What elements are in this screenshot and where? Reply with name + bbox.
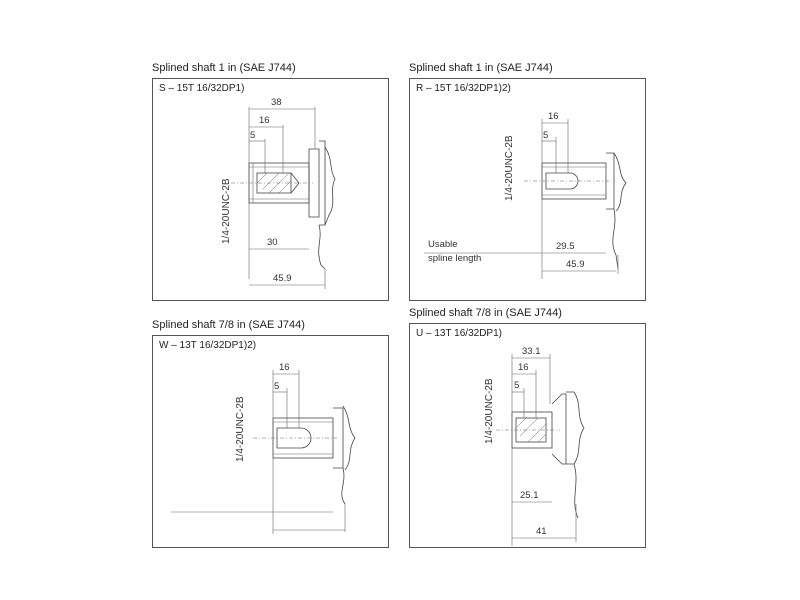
panel-u	[409, 323, 646, 548]
panel-r-code: R – 15T 16/32DP1)2)	[416, 83, 511, 94]
panel-s-code: S – 15T 16/32DP1)	[159, 83, 245, 94]
shaft-body	[524, 153, 626, 274]
usable-label-2: spline length	[428, 253, 482, 264]
dim-total: 33.1	[522, 346, 541, 357]
dim-5: 5	[514, 380, 520, 391]
dim-16: 16	[259, 115, 270, 126]
shaft-body	[496, 392, 584, 542]
panel-r	[409, 78, 646, 301]
thread-label: 1/4-20UNC-2B	[504, 135, 515, 201]
dim-5: 5	[274, 381, 280, 392]
panel-u-code: U – 13T 16/32DP1)	[416, 328, 502, 339]
panel-w-code: W – 13T 16/32DP1)2)	[159, 340, 257, 351]
dim-spline: 30	[267, 237, 278, 248]
dim-16: 16	[279, 362, 290, 373]
usable-label-1: Usable	[428, 239, 458, 250]
shaft-body	[253, 406, 355, 532]
dim-overall: 45.9	[273, 273, 292, 284]
panel-r-title: Splined shaft 1 in (SAE J744)	[409, 62, 553, 74]
dim-spline: 25.1	[520, 490, 539, 501]
dim-5: 5	[250, 130, 256, 141]
dim-total: 38	[271, 97, 282, 108]
panel-w-title: Splined shaft 7/8 in (SAE J744)	[152, 319, 305, 331]
panel-s-title: Splined shaft 1 in (SAE J744)	[152, 62, 296, 74]
dim-overall: 41	[536, 526, 547, 537]
panel-u-title: Splined shaft 7/8 in (SAE J744)	[409, 307, 562, 319]
dim-5: 5	[543, 130, 549, 141]
panel-u-drawing	[410, 324, 647, 549]
dim-16: 16	[548, 111, 559, 122]
thread-label: 1/4-20UNC-2B	[221, 178, 232, 244]
panel-w	[152, 335, 389, 548]
panel-r-drawing	[410, 79, 647, 302]
dimensions	[512, 346, 576, 546]
thread-label: 1/4-20UNC-2B	[484, 378, 495, 444]
panel-w-drawing	[153, 336, 390, 549]
thread-label: 1/4-20UNC-2B	[235, 396, 246, 462]
dimensions	[171, 362, 345, 534]
dim-16: 16	[518, 362, 529, 373]
dim-overall: 45.9	[566, 259, 585, 270]
panel-s-drawing	[153, 79, 390, 302]
panel-s	[152, 78, 389, 301]
dim-spline: 29.5	[556, 241, 575, 252]
